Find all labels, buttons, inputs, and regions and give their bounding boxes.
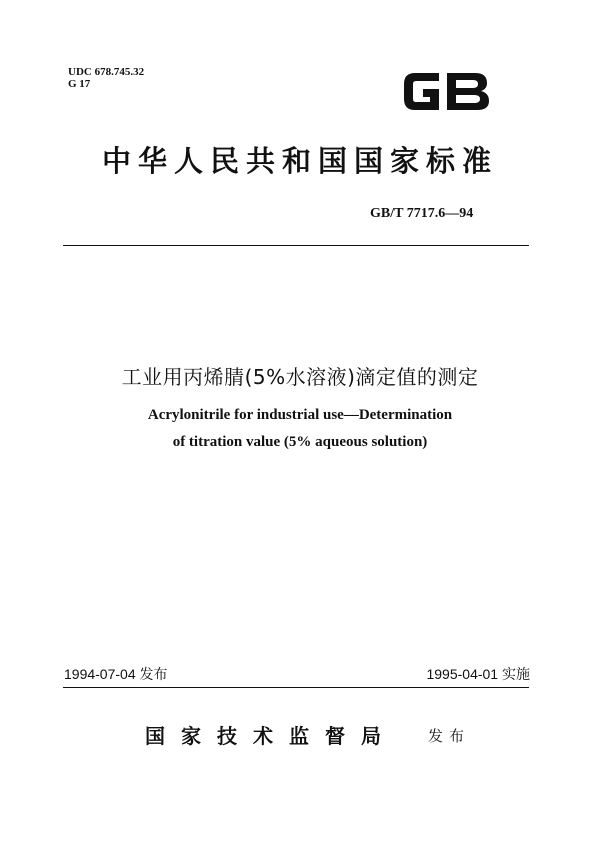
chinese-title: 工业用丙烯腈(5%水溶液)滴定值的测定	[121, 365, 479, 389]
publish-label: 发布	[428, 727, 471, 745]
english-title-line1: Acrylonitrile for industrial use—Determination	[147, 407, 453, 423]
gb-logo	[399, 67, 493, 116]
top-divider	[63, 245, 529, 246]
issuing-bureau: 国家技术监督局	[145, 724, 397, 748]
standard-code: GB/T 7717.6—94	[370, 206, 474, 221]
issue-date: 1994-07-04 发布	[64, 666, 168, 682]
english-title-line2: of titration value (5% aqueous solution)	[172, 434, 428, 450]
classification-code: G 17	[68, 78, 91, 90]
udc-block	[68, 66, 144, 90]
bottom-divider	[63, 687, 529, 688]
implementation-date: 1995-04-01 实施	[426, 666, 530, 682]
national-standard-title: 中华人民共和国国家标准	[101, 144, 498, 178]
udc-number: UDC 678.745.32	[68, 66, 145, 78]
